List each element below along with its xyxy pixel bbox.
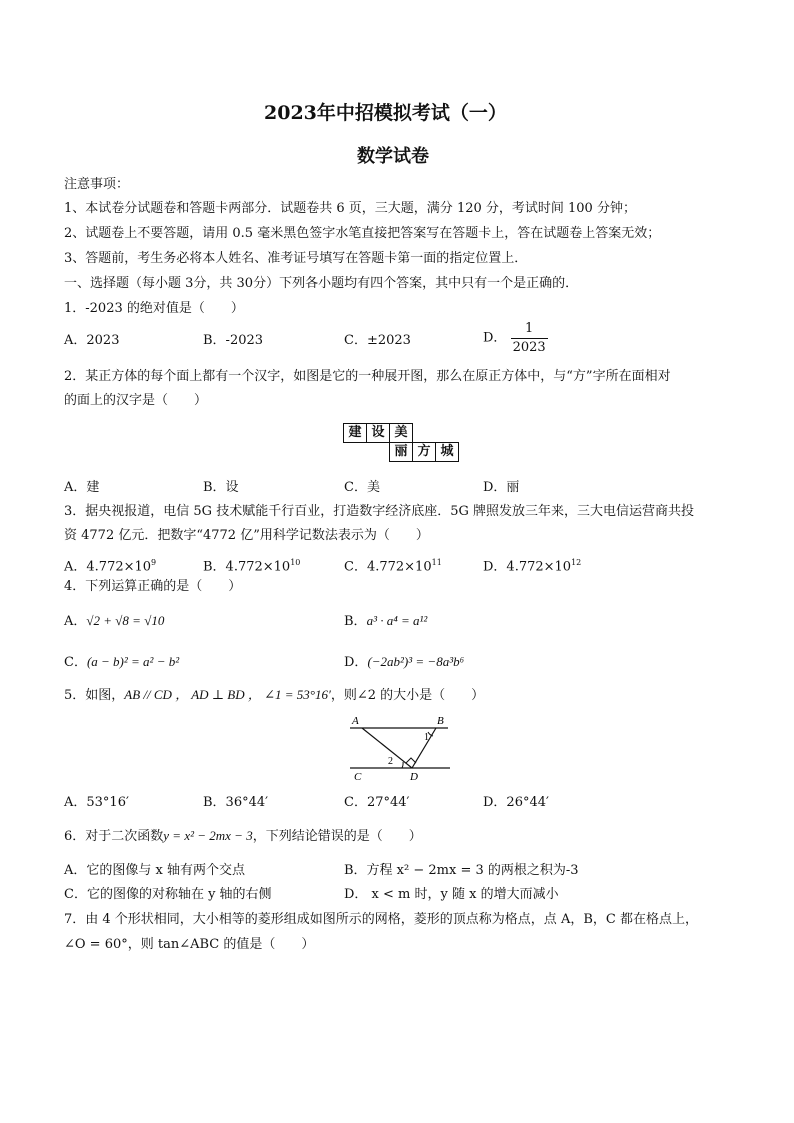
question-6-stem <box>64 827 422 846</box>
q6-stem-math: y = x² − 2mx − 3 <box>163 828 253 843</box>
right-angle-mark <box>406 758 416 763</box>
exam-subtitle: 数学试卷 <box>357 146 429 167</box>
q5-option-a: A．53°16′ <box>64 795 129 810</box>
question-2-stem: 2．某正方体的每个面上都有一个汉字，如图是它的一种展开图，那么在原正方体中，与“方”字所在面相对 <box>64 369 671 384</box>
notice-item: 2、试题卷上不要答题，请用 0.5 毫米黑色签字水笔直接把答案写在答题卡上，答在试题卷上答案无效； <box>64 226 661 241</box>
q6-option-a: A．它的图像与 x 轴有两个交点 <box>64 863 245 878</box>
q1-option-d-label: D． <box>483 330 507 346</box>
parallel-lines-figure <box>340 712 460 782</box>
q5-stem-suffix: ，则∠2 的大小是（ ） <box>330 688 485 703</box>
q6-stem-prefix: 6．对于二次函数 <box>64 829 164 844</box>
q6-stem-suffix: ，下列结论错误的是（ ） <box>252 829 422 844</box>
q4-option-d-label: D． <box>344 655 368 670</box>
fraction-denominator: 2023 <box>512 340 546 355</box>
q4-option-c-expr: (a − b)² = a² − b² <box>86 654 180 669</box>
q4-option-a <box>64 612 164 631</box>
exponent: 10 <box>290 558 301 567</box>
q6-option-b: B．方程 x² − 2mx = 3 的两根之积为-3 <box>344 863 579 878</box>
q5-stem-math: AB // CD ， AD ⊥ BD ， ∠1 = 53°16′ <box>124 687 331 702</box>
exponent: 11 <box>431 558 442 567</box>
q4-option-b <box>344 612 427 631</box>
question-4-stem: 4．下列运算正确的是（ ） <box>64 579 242 594</box>
question-3-stem-cont: 资 4772 亿元．把数字“4772 亿”用科学记数法表示为（ ） <box>64 528 429 543</box>
notice-heading: 注意事项： <box>64 177 130 192</box>
q2-option-a: A．建 <box>64 480 100 495</box>
label-angle-2: 2 <box>388 756 393 767</box>
q4-option-d-expr: (−2ab²)³ = −8a³b⁶ <box>367 654 465 669</box>
notice-item: 3、答题前，考生务必将本人姓名、准考证号填写在答题卡第一面的指定位置上． <box>64 251 528 266</box>
notice-item: 1、本试卷分试题卷和答题卡两部分．试题卷共 6 页，三大题，满分 120 分，考试时间 100 分钟； <box>64 201 636 216</box>
q3-option-b <box>203 554 300 576</box>
question-7-stem: 7．由 4 个形状相同，大小相等的菱形组成如图所示的网格，菱形的顶点称为格点，点 A，B，C 都在格点上， <box>64 912 698 927</box>
question-7-stem-cont: ∠O = 60°，则 tan∠ABC 的值是（ ） <box>64 937 315 952</box>
q6-option-c: C．它的图像的对称轴在 y 轴的右侧 <box>64 887 272 902</box>
q2-option-b: B．设 <box>203 480 239 495</box>
exam-title: 2023年中招模拟考试（一） <box>264 102 507 124</box>
q3-option-a-text: A．4.772×10 <box>64 559 152 575</box>
q3-option-b-text: B．4.772×10 <box>203 559 291 575</box>
exponent: 9 <box>151 558 157 567</box>
label-c: C <box>354 771 362 782</box>
cube-face: 丽 <box>389 442 413 462</box>
label-angle-1: 1 <box>424 732 429 743</box>
q5-option-d: D．26°44′ <box>483 795 549 810</box>
q1-option-b: B．-2023 <box>203 333 264 348</box>
cube-face: 城 <box>435 442 459 462</box>
q1-option-c: C．±2023 <box>344 333 411 348</box>
q3-option-c <box>344 554 442 576</box>
fraction-numerator: 1 <box>511 320 548 339</box>
cube-face: 美 <box>389 423 413 443</box>
angle-2-arc <box>402 762 403 768</box>
cube-face: 方 <box>412 442 436 462</box>
q3-option-d <box>483 554 581 576</box>
question-2-stem-cont: 的面上的汉字是（ ） <box>64 393 208 408</box>
q5-option-c: C．27°44′ <box>344 795 410 810</box>
question-5-stem <box>64 686 484 705</box>
q4-option-a-label: A． <box>64 614 87 629</box>
q4-option-c <box>64 653 179 672</box>
q6-option-d: D． x < m 时，y 随 x 的增大而减小 <box>344 887 559 902</box>
q1-option-d <box>483 320 548 357</box>
cube-face: 设 <box>366 423 390 443</box>
segment-ad <box>362 728 412 768</box>
section-heading: 一、选择题（每小题 3分，共 30分）下列各小题均有四个答案，其中只有一个是正确的． <box>64 276 579 291</box>
label-b: B <box>437 715 444 727</box>
exponent: 12 <box>571 558 582 567</box>
q3-option-c-text: C．4.772×10 <box>344 559 432 575</box>
q3-option-a <box>64 554 156 576</box>
cube-net-figure <box>343 423 454 465</box>
question-1-stem: 1．-2023 的绝对值是（ ） <box>64 301 244 316</box>
q4-option-a-expr: √2 + √8 = √10 <box>86 613 165 628</box>
label-d: D <box>410 771 418 782</box>
q4-option-d <box>344 653 464 672</box>
q4-option-c-label: C． <box>64 655 87 670</box>
q5-option-b: B．36°44′ <box>203 795 269 810</box>
fraction <box>511 320 548 357</box>
q3-option-d-text: D．4.772×10 <box>483 559 572 575</box>
question-3-stem: 3．据央视报道，电信 5G 技术赋能千行百业，打造数字经济底座．5G 牌照发放三年来，三大电信运营商共投 <box>64 504 694 519</box>
q5-stem-prefix: 5．如图， <box>64 688 125 703</box>
q4-option-b-label: B． <box>344 614 367 629</box>
q1-option-a: A．2023 <box>64 333 120 348</box>
cube-face: 建 <box>343 423 367 443</box>
q4-option-b-expr: a³ · a⁴ = a¹² <box>366 613 428 628</box>
q2-option-c: C．美 <box>344 480 380 495</box>
label-a: A <box>352 715 359 727</box>
q2-option-d: D．丽 <box>483 480 520 495</box>
